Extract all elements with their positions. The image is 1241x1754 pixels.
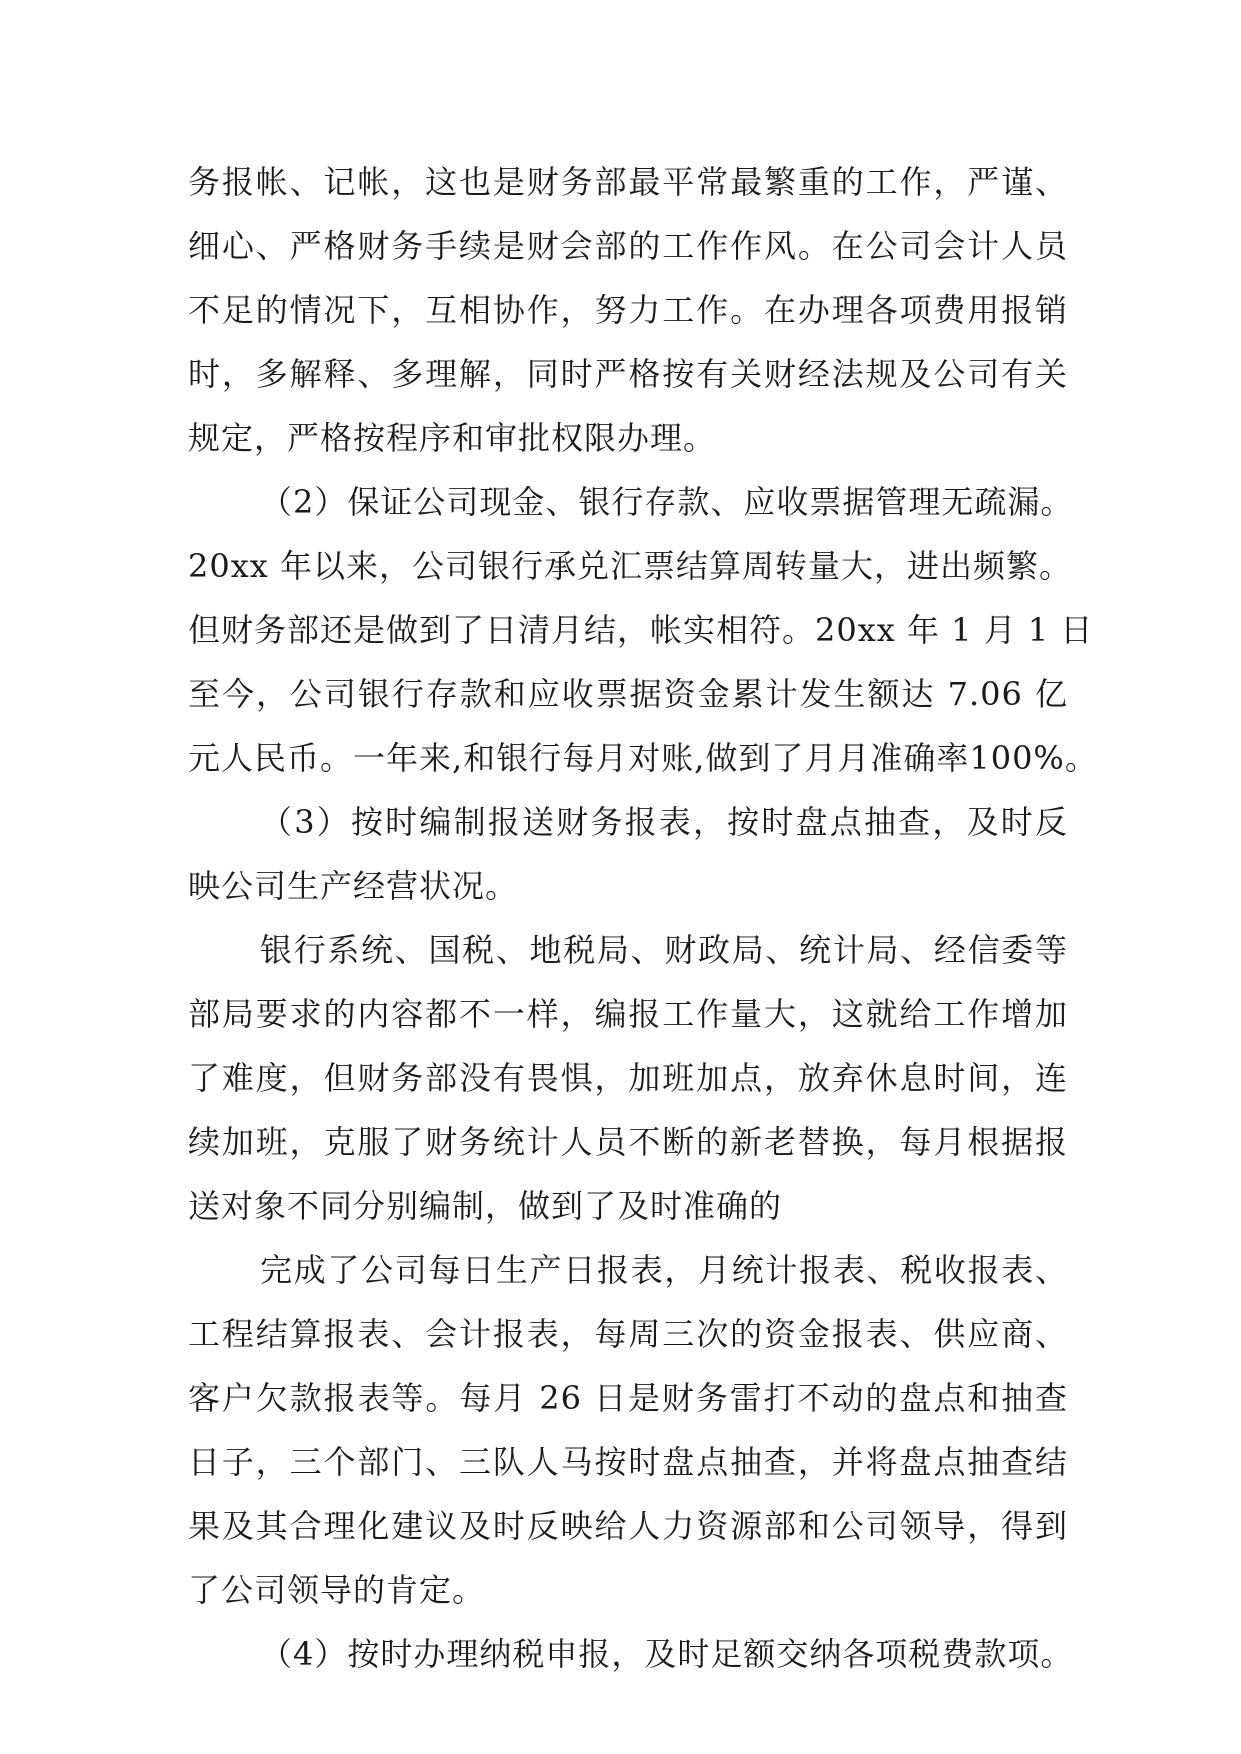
text-line: 工程结算报表、会计报表，每周三次的资金报表、供应商、	[188, 1315, 1068, 1353]
section-heading-4: （4）按时办理纳税申报，及时足额交纳各项税费款项。	[260, 1635, 1074, 1673]
text-line: 至今，公司银行存款和应收票据资金累计发生额达 7.06 亿	[188, 675, 1068, 713]
text-line: 映公司生产经营状况。	[188, 867, 519, 905]
paragraph-start: 完成了公司每日生产日报表，月统计报表、税收报表、	[260, 1251, 1068, 1289]
text-line: 日子，三个部门、三队人马按时盘点抽查，并将盘点抽查结	[188, 1443, 1068, 1481]
text-line: 规定，严格按程序和审批权限办理。	[188, 419, 717, 457]
text-line: 时，多解释、多理解，同时严格按有关财经法规及公司有关	[188, 355, 1068, 393]
text-line: 了公司领导的肯定。	[188, 1571, 486, 1609]
text-line: 续加班，克服了财务统计人员不断的新老替换，每月根据报	[188, 1123, 1068, 1161]
text-line: 送对象不同分别编制，做到了及时准确的	[188, 1187, 783, 1225]
text-line: 20xx 年以来，公司银行承兑汇票结算周转量大，进出频繁。	[188, 547, 1072, 585]
text-line: 细心、严格财务手续是财会部的工作作风。在公司会计人员	[188, 227, 1068, 265]
document-body	[188, 150, 1098, 1686]
text-line: 元人民币。一年来,和银行每月对账,做到了月月准确率100%。	[188, 739, 1098, 777]
text-line: 果及其合理化建议及时反映给人力资源部和公司领导，得到	[188, 1507, 1068, 1545]
text-line: 客户欠款报表等。每月 26 日是财务雷打不动的盘点和抽查	[188, 1379, 1068, 1417]
text-line: 部局要求的内容都不一样，编报工作量大，这就给工作增加	[188, 995, 1068, 1033]
text-line: 务报帐、记帐，这也是财务部最平常最繁重的工作，严谨、	[188, 163, 1068, 201]
paragraph-start: 银行系统、国税、地税局、财政局、统计局、经信委等	[260, 931, 1068, 969]
section-heading-2: （2）保证公司现金、银行存款、应收票据管理无疏漏。	[260, 483, 1074, 521]
text-line: 不足的情况下，互相协作，努力工作。在办理各项费用报销	[188, 291, 1068, 329]
text-line: 但财务部还是做到了日清月结，帐实相符。20xx 年 1 月 1 日	[188, 611, 1094, 649]
text-line: 了难度，但财务部没有畏惧，加班加点，放弃休息时间，连	[188, 1059, 1068, 1097]
section-heading-3: （3）按时编制报送财务报表，按时盘点抽查，及时反	[260, 803, 1068, 841]
